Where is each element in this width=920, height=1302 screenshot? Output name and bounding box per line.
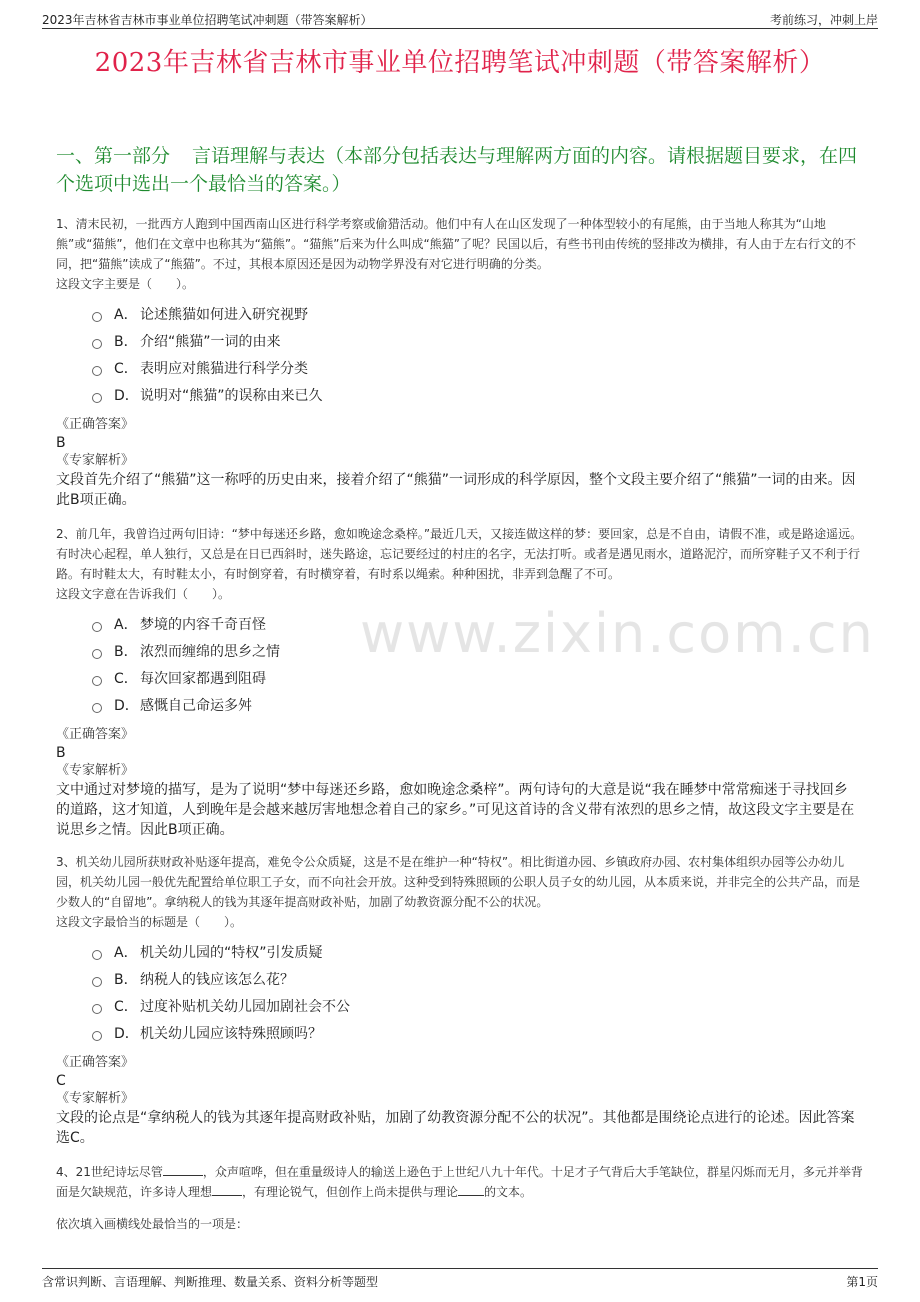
option-letter: A．: [114, 616, 138, 633]
option-text: 每次回家都遇到阻碍: [140, 670, 266, 687]
option-text: 表明应对熊猫进行科学分类: [140, 360, 308, 377]
answer-label: 《正确答案》: [56, 727, 135, 742]
radio-icon[interactable]: [92, 676, 102, 686]
option-letter: A．: [114, 944, 138, 961]
radio-icon[interactable]: [92, 393, 102, 403]
option-letter: D．: [114, 387, 139, 404]
option-letter: C．: [114, 670, 138, 687]
radio-icon[interactable]: [92, 622, 102, 632]
option-letter: B．: [114, 971, 138, 988]
explanation-text: 文段的论点是“拿纳税人的钱为其逐年提高财政补贴，加剧了幼教资源分配不公的状况”。其他都是围绕论点进行的论述。因此答案选C。: [56, 1110, 855, 1146]
question-3-option-a[interactable]: [92, 938, 868, 965]
radio-icon[interactable]: [92, 977, 102, 987]
question-4-text: [56, 1162, 868, 1202]
question-1-answer: [56, 416, 856, 510]
q4-segment-1: 4、21世纪诗坛尽管: [56, 1165, 163, 1179]
explanation-text: 文段首先介绍了“熊猫”这一称呼的历史由来，接着介绍了“熊猫”一词形成的科学原因，整个文段主要介绍了“熊猫”一词的由来。因此B项正确。: [56, 472, 856, 508]
option-letter: A．: [114, 306, 138, 323]
watermark: www.zixin.com.cn: [360, 602, 875, 665]
radio-icon[interactable]: [92, 339, 102, 349]
q4-segment-4: 的文本。: [484, 1185, 533, 1199]
question-3-answer: [56, 1054, 856, 1148]
header-right-slogan: 考前练习，冲刺上岸: [769, 13, 878, 27]
radio-icon[interactable]: [92, 1004, 102, 1014]
q4-segment-2: ，众声喧哗，但在重量级诗人的输送上逊色于上世纪八九十年代。十足才子气背后大手笔缺位，群星闪烁而无月，多元并举背面是欠缺规范，许多诗人理想: [56, 1165, 863, 1199]
question-2-options: [92, 610, 868, 718]
question-3-options: [92, 938, 868, 1046]
radio-icon[interactable]: [92, 950, 102, 960]
option-text: 浓烈而缠绵的思乡之情: [140, 643, 280, 660]
radio-icon[interactable]: [92, 703, 102, 713]
option-letter: C．: [114, 360, 138, 377]
question-3-prompt: 这段文字最恰当的标题是（ ）。: [56, 915, 243, 929]
explanation-text: 文中通过对梦境的描写，是为了说明“梦中每迷还乡路，愈如晚途念桑梓”。两句诗句的大意是说“我在睡梦中常常痴迷于寻找回乡的道路，这才知道，人到晚年是会越来越厉害地想念着自己的家乡。”可见这首诗的含义带有浓烈的思乡之情，故这段文字主要是在说思乡之情。因此B项正确。: [56, 782, 855, 838]
question-1-option-d[interactable]: [92, 381, 868, 408]
q4-segment-3: ，有理论锐气，但创作上尚未提供与理论: [242, 1185, 459, 1199]
radio-icon[interactable]: [92, 366, 102, 376]
section-description: 言语理解与表达（本部分包括表达与理解两方面的内容。请根据题目要求，在四个选项中选出一个最恰当的答案。）: [56, 145, 858, 195]
radio-icon[interactable]: [92, 649, 102, 659]
question-4: [56, 1162, 868, 1234]
radio-icon[interactable]: [92, 1031, 102, 1041]
question-3-text: 3、机关幼儿园所获财政补贴逐年提高，难免令公众质疑，这是不是在维护一种“特权”。相比街道办园、乡镇政府办园、农村集体组织办园等公办幼儿园，机关幼儿园一般优先配置给单位职工子女，而不向社会开放。这种受到特殊照顾的公职人员子女的幼儿园，从本质来说，并非完全的公共产品，而是少数人的“自留地”。拿纳税人的钱为其逐年提高财政补贴，加剧了幼教资源分配不公的状况。: [56, 855, 861, 909]
option-text: 感慨自己命运多舛: [140, 697, 252, 714]
question-1-prompt: 这段文字主要是（ ）。: [56, 277, 195, 291]
question-1-option-b[interactable]: [92, 327, 868, 354]
option-text: 机关幼儿园应该特殊照顾吗？: [140, 1025, 322, 1042]
option-text: 论述熊猫如何进入研究视野: [140, 306, 308, 323]
question-3: [56, 852, 868, 1046]
section-heading: [56, 142, 866, 198]
question-2: [56, 524, 868, 718]
question-4-prompt: 依次填入画横线处最恰当的一项是：: [56, 1217, 249, 1231]
footer-left-text: 含常识判断、言语理解、判断推理、数量关系、资料分析等题型: [42, 1275, 379, 1289]
answer-value: B: [56, 435, 66, 451]
question-2-prompt: 这段文字意在告诉我们（ ）。: [56, 587, 231, 601]
question-3-option-b[interactable]: [92, 965, 868, 992]
question-3-option-c[interactable]: [92, 992, 868, 1019]
page-footer: [42, 1268, 878, 1289]
question-1-options: [92, 300, 868, 408]
question-1-option-c[interactable]: [92, 354, 868, 381]
question-2-option-d[interactable]: [92, 691, 868, 718]
option-text: 梦境的内容千奇百怪: [140, 616, 266, 633]
question-2-option-b[interactable]: [92, 637, 868, 664]
section-part: 一、第一部分: [56, 145, 171, 167]
explanation-label: 《专家解析》: [56, 763, 135, 778]
document-title: 2023年吉林省吉林市事业单位招聘笔试冲刺题（带答案解析）: [94, 48, 826, 78]
page-number: 第1页: [846, 1275, 878, 1289]
answer-value: C: [56, 1073, 66, 1089]
question-1-option-a[interactable]: [92, 300, 868, 327]
option-letter: C．: [114, 998, 138, 1015]
option-text: 介绍“熊猫”一词的由来: [140, 333, 281, 350]
option-letter: B．: [114, 643, 138, 660]
option-text: 说明对“熊猫”的误称由来已久: [140, 387, 323, 404]
explanation-label: 《专家解析》: [56, 453, 135, 468]
option-letter: B．: [114, 333, 138, 350]
question-1: [56, 214, 868, 408]
question-2-text: 2、前几年，我曾诌过两句旧诗：“梦中每迷还乡路，愈如晚途念桑梓。”最近几天，又接连做这样的梦：要回家，总是不自由，请假不准，或是路途遥远。有时决心起程，单人独行，又总是在日已西斜时，迷失路途，忘记要经过的村庄的名字，无法打听。或者是遇见雨水，道路泥泞，而所穿鞋子又不利于行路。有时鞋太大，有时鞋太小，有时倒穿着，有时横穿着，有时系以绳索。种种困扰，非弄到急醒了不可。: [56, 527, 863, 581]
option-letter: D．: [114, 1025, 139, 1042]
option-letter: D．: [114, 697, 139, 714]
explanation-label: 《专家解析》: [56, 1091, 135, 1106]
question-2-answer: [56, 726, 856, 840]
option-text: 过度补贴机关幼儿园加剧社会不公: [140, 998, 350, 1015]
question-2-option-a[interactable]: [92, 610, 868, 637]
question-3-option-d[interactable]: [92, 1019, 868, 1046]
question-2-option-c[interactable]: [92, 664, 868, 691]
answer-label: 《正确答案》: [56, 1055, 135, 1070]
question-1-text: 1、清末民初，一批西方人跑到中国西南山区进行科学考察或偷猎活动。他们中有人在山区发现了一种体型较小的有尾熊，由于当地人称其为“山地熊”或“猫熊”，他们在文章中也称其为“猫熊”。“猫熊”后来为什么叫成“熊猫”了呢？民国以后，有些书刊由传统的竖排改为横排，有人由于左右行文的不同，把“猫熊”读成了“熊猫”。不过，其根本原因还是因为动物学界没有对它进行明确的分类。: [56, 217, 856, 271]
header-left-title: 2023年吉林省吉林市事业单位招聘笔试冲刺题（带答案解析）: [42, 13, 373, 27]
fill-blank-1[interactable]: [163, 1175, 203, 1176]
option-text: 纳税人的钱应该怎么花？: [140, 971, 294, 988]
page-header: [42, 10, 878, 29]
fill-blank-2[interactable]: [212, 1195, 242, 1196]
radio-icon[interactable]: [92, 312, 102, 322]
fill-blank-3[interactable]: [458, 1195, 484, 1196]
answer-label: 《正确答案》: [56, 417, 135, 432]
option-text: 机关幼儿园的“特权”引发质疑: [140, 944, 323, 961]
answer-value: B: [56, 745, 66, 761]
